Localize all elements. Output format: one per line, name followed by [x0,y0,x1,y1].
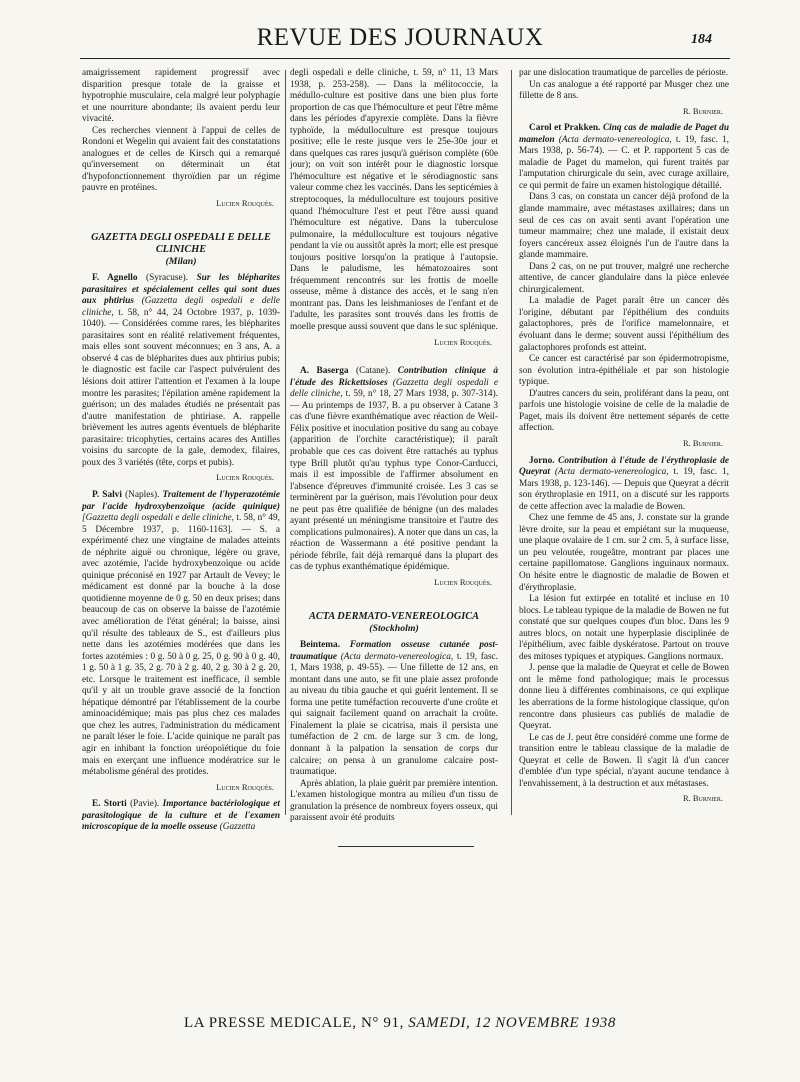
article-source: (Acta dermato-venereologica, [554,467,669,478]
article-reference: t. 19, fasc. 1, Mars 1938, p. 56-74). [519,134,729,157]
section-title: GAZETTA DEGLI OSPEDALI E DELLE CLINICHE [91,231,271,255]
article-affiliation: (Catane). [356,366,391,377]
paragraph: La maladie de Paget paraît être un cancer dès l'origine, débutant par l'épithélium des conduits galactophores, près de l'orifice mamelonnaire, et évoluant dans le derme; souvent aussi l'épithélium des galactophores profonds est atteint. [519,296,729,353]
article-body: — C. et P. rapportent 5 cas de maladie de Paget du mamelon, qui furent traités par l'amputation chirurgicale du sein, avec curage axillaire, ce qui permit de faire un examen histologique détaillé. [519,146,729,191]
header-rule [80,58,730,59]
column-1 [82,68,280,834]
article-body: — Une fillette de 12 ans, en montant dans une auto, se fit une plaie assez profonde au niveau du tibia gauche et qui guérit lentement. Il se forma une petite tuméfaction recouverte d'une croûte et qui saignait facilement quand on arrachait la croûte. Finalement la plaie se cicatrisa, mais il persista une tuméfaction de 2 cm. de large sur 3 cm. de long, donnant à la palpation la sensation de corps dur calcaire; on pensa à un granulome calcaire post-traumatique. [290,663,498,778]
article-body: — S. a expérimenté chez une vingtaine de malades atteints de néphrite aiguë ou chronique, légère ou grave, avec azotémie, l'acide hydroxybenzoïque ou acide quinique préconisé en 1927 par Artault de Vevey; le médicament est donné par la bouche à la dose quotidienne moyenne de 0 g. 50 en deux prises; dans beaucoup de cas on observe la baisse de l'azotémie avec amélioration de l'état général; la baisse, ainsi qu'il résulte des tableaux de S., est d'ailleurs plus nette dans les azotémies modérées que dans les fortes azotémies : 0 g. 50 à 0 g. 25, 0 g. 90 à 0 g. 40, 1 g. 50 à 1 g. 35, 2 g. 70 à 2 g. 40, 2 g. 30 à 2 g. 20, etc. Lorsque le traitement est inefficace, il semble qu'il y ait un trouble grave associé de la fonction hépatique démontré par l'établissement de la courbe aminoacidémique; mais pas plus chez ces malades que chez les autres, l'administration du médicament ne paraît léser le foie. L'acide quinique ne paraît pas agir en inhibant la fonction uréopoïétique du foie mais en exerçant une influence modératrice sur le métabolisme général des protides. [82,524,280,778]
article-title: Cinq cas de maladie de Paget du mamelon [519,123,730,145]
article-author: Beintema. [300,640,341,651]
article-title: Traitement de l'hyperazotémie par l'acide hydroxybenzoïque (acide quinique) [82,489,281,512]
paragraph: Un cas analogue a été rapporté par Musger chez une fillette de 8 ans. [519,79,729,102]
article-source: [Gazzetta degli ospedali e delle cliniche, [82,513,235,524]
column-divider [285,70,286,815]
article [519,456,729,514]
article [82,273,280,469]
paragraph: J. pense que la maladie de Queyrat et celle de Bowen ont le même fond pathologique; mais le processus donne lieu à différentes combinaisons, ce qui explique les aberrations de la forme histologique classique, qu'on rencontre dans plusieurs cas publiés de maladie de Queyrat. [519,663,729,732]
article-source: (Acta dermato-venereologica, [558,134,672,145]
article-source: (Acta dermato-venereologica, [340,651,454,662]
signature: Lucien Rouquès. [216,781,274,792]
end-rule [338,846,474,847]
paragraph: La lésion fut extirpée en totalité et incluse en 10 blocs. Le tableau typique de la maladie de Bowen ne fut constaté que sur quelques coupes d'un bloc. Dans les 9 autres blocs, on notait une hyperplasie disciplinée de l'épithélium, avec faible dyskératose. Partout on trouve des mitoses typiques et atypiques. Ganglions normaux. [519,594,729,662]
signature: Lucien Rouquès. [216,198,274,209]
signature: R. Burnier. [682,437,723,448]
paragraph: Après ablation, la plaie guérit par première intention. L'examen histologique montra au milieu d'un tissu de granulation la présence de nombreux foyers osseux, qui paraissent avoir été produits [290,778,498,824]
footer-date: SAMEDI, 12 NOVEMBRE 1938 [408,1015,616,1031]
section-city: (Stockholm) [369,622,419,634]
signature: Lucien Rouquès. [434,576,492,587]
paragraph: Chez une femme de 45 ans, J. constate sur la grande lèvre droite, sur la peau et empiétant sur la muqueuse, une plaque ovalaire de 1 cm. sur 2 cm. 5, à surface lisse, un peu veloutée, rougeâtre, montrant par places une certaine papillomatose. Ganglions inguinaux normaux. On hésite entre le diagnostic de maladie de Bowen et d'érythroplasie. [519,513,729,593]
paragraph: Ces recherches viennent à l'appui de celles de Rondoni et Wegelin qui avaient fait des constatations analogues et de celles de Kirsch qui a remarqué qu'inversement on déterminait un état d'hypofonctionnement thyroïdien par un régime pauvre en protéines. [82,125,280,194]
paragraph: D'autres cancers du sein, proliférant dans la peau, ont parfois une histologie voisine de celle de la maladie de Paget, mais ils doivent être nettement séparés de cette affection. [519,388,729,434]
paragraph: Le cas de J. peut être considéré comme une forme de transition entre le tableau classique de la maladie de Queyrat et celle de Bowen. Il s'agit là d'un cancer d'emblée d'un type spécial, n'ayant aucune tendance à l'envahissement, à la destruction et aux métastases. [519,732,729,789]
page-number: 184 [691,32,712,47]
section-city: (Milan) [165,255,197,267]
article-source: (Gazzetta degli ospedali e delle cliniche, [290,377,498,400]
paragraph: Ce cancer est caractérisé par son épidermotropisme, son évolution intra-épithéliale et par son histologie typique. [519,354,729,388]
article-reference: t. 59, n° 18, 27 Mars 1938, p. 307-314). [345,389,498,400]
article-reference: t. 19, fasc. 1, Mars 1938, p. 123-146). [519,467,729,489]
article-author: Jorno. [529,455,555,466]
article-reference: t. 19, fasc. 1, Mars 1938, p. 49-55). [290,651,499,674]
article-author: P. Salvi [92,489,122,500]
article [519,123,729,192]
article-author: A. Baserga [300,366,349,377]
article-affiliation: (Syracuse). [145,273,189,284]
footer-journal: LA PRESSE MEDICALE, N° 91, [183,1015,404,1031]
signature: R. Burnier. [682,793,723,804]
article-source: (Gazzetta [219,822,256,833]
article-title: Importance bactériologique et parasitologique de la culture et de l'examen microscopique de la moelle osseuse [82,799,281,833]
article-body: — Au printemps de 1937, B. a pu observer à Catane 3 cas d'une fièvre exanthématique avec réaction de Weil-Félix positive et inoculation positive du sang au cobaye (apparition de l'orchite caractéristique); il paraît probable que ces cas doivent être rattachés au typhus type Brill plutôt qu'au typhus type Conor-Carducci, mais il est impossible de l'affirmer absolument en l'absence d'épreuves d'immunité croisée. Les 3 cas se terminèrent par la guérison, mais l'évolution pour deux ne peut pas être qualifiée de bénigne (un des malades ayant présenté un méningisme transitoire et l'autre des complications pulmonaires). A noter que dans un cas, la réaction de Wassermann a été positive pendant la période fébrile, fait déjà remarqué dans la plupart des cas de typhus exanthématique épidémique. [290,400,498,573]
column-divider [511,70,512,815]
article-affiliation: (Naples). [125,489,160,500]
footer [0,1015,800,1032]
column-3 [519,68,729,811]
paragraph: degli ospedali e delle cliniche, t. 59, n° 11, 13 Mars 1938, p. 253-258). — Dans la mélitococcie, la médullo-culture est positive dans une bien plus forte proportion de cas que l'hémoculture et peut l'être même dans les périodes d'apyrexie complète. Dans la fièvre typhoïde, la médulloculture est presque toujours positive; elle le reste jusque vers le 25e-30e jour et dans quelques cas rares jusqu'à guérison complète (60e jour); on voit son intérêt pour le diagnostic lorsque l'hémoculture est négative et le sérodiagnostic sans valeur comme chez les vaccinés. Dans les septicémies à streptocoques, la médulloculture est toujours positive quand l'hémoculture l'est et peut l'être aussi quand l'hémoculture est négative. Dans la tuberculose pulmonaire, la médulloculture est toujours négative pendant la vie ou aussitôt après la mort; elle est presque toujours positive lorsqu'on la pratique à l'autopsie. Dans le paludisme, les hématozoaires sont fréquemment rencontrés sur les frottis de moelle osseuse, même à distance des accès, et le sang n'en montrant pas. Dans les leishmanioses de l'enfant et de l'adulte, les parasites sont trouvés dans les frottis de moelle presque aussi souvent que dans le suc splénique. [290,68,498,333]
article-body: — Considérées comme rares, les blépharites parasitaires sont en réalité relativement fréquentes, mais elles sont souvent méconnues; en 3 ans, A. a observé 4 cas de blépharites dues aux phtirius pubis; le diagnostic est facile car l'aspect pulvérulent des lésions doit attirer l'attention et l'examen à la loupe montre les parasites; l'épilation amène rapidement la guérison; un des malades étudiés ne présentait pas d'autre manifestation de phtiriase. A. rappelle brièvement les autres agents éventuels de blépharite parasitaire: tricophyties, certains acares des Antilles voisins du sarcopte de la gale, demodex, filaires, poux des 3 variétés (tête, corps et pubis). [82,319,280,468]
article-body: — Depuis que Queyrat a décrit son érythroplasie en 1911, on a discuté sur les rapports de cette affection avec la maladie de Bowen. [519,478,729,512]
article [82,799,280,834]
article-title: Sur les blépharites parasitaires et spécialement celles qui sont dues aux phtirius [82,273,281,307]
section-title: ACTA DERMATO-VENEREOLOGICA [308,610,480,622]
signature: Lucien Rouquès. [434,336,492,347]
paragraph: par une dislocation traumatique de parcelles de périoste. [519,68,729,78]
signature: R. Burnier. [682,105,723,116]
signature: Lucien Rouquès. [216,472,274,483]
article-author: E. Storti [92,799,127,810]
article-reference: t. 58, n° 49, 5 Décembre 1937, p. 1160-1163]. [82,513,280,535]
column-2 [290,68,498,825]
article-title: Formation osseuse cutanée post-traumatique [290,640,498,662]
article-source: (Gazzetta degli ospedali e delle cliniche, [82,296,280,318]
article [290,640,498,779]
paragraph: amaigrissement rapidement progressif avec disparition presque totale de la graisse et hypotrophie musculaire, cela malgré leur polyphagie et une nourriture abondante; ils avaient perdu leur vivacité. [82,68,280,125]
paragraph: Dans 3 cas, on constata un cancer déjà profond de la glande mammaire, avec métastases axillaires; dans un seul de ces cas on avait senti avant l'opération une tumeur mammaire; chez une malade, il existait deux foyers cancéreux assez éloignés l'un de l'autre dans la glande mammaire. [519,192,729,261]
article [82,490,280,779]
article [290,366,498,574]
article-reference: t. 58, n° 44, 24 Octobre 1937, p. 1039-1040). [82,307,280,330]
article-author: Carol et Prakken. [529,123,601,134]
article-title: Contribution clinique à l'étude des Rickettsioses [290,366,498,388]
running-head-title: REVUE DES JOURNAUX [256,24,544,51]
paragraph: Dans 2 cas, on ne put trouver, malgré une recherche attentive, de cancer glandulaire dans la pièce enlevée chirurgicalement. [519,261,729,295]
article-title: Contribution à l'étude de l'érythroplasie de Queyrat [519,455,729,478]
article-author: F. Agnello [92,273,138,284]
article-affiliation: (Pavie). [130,799,160,810]
